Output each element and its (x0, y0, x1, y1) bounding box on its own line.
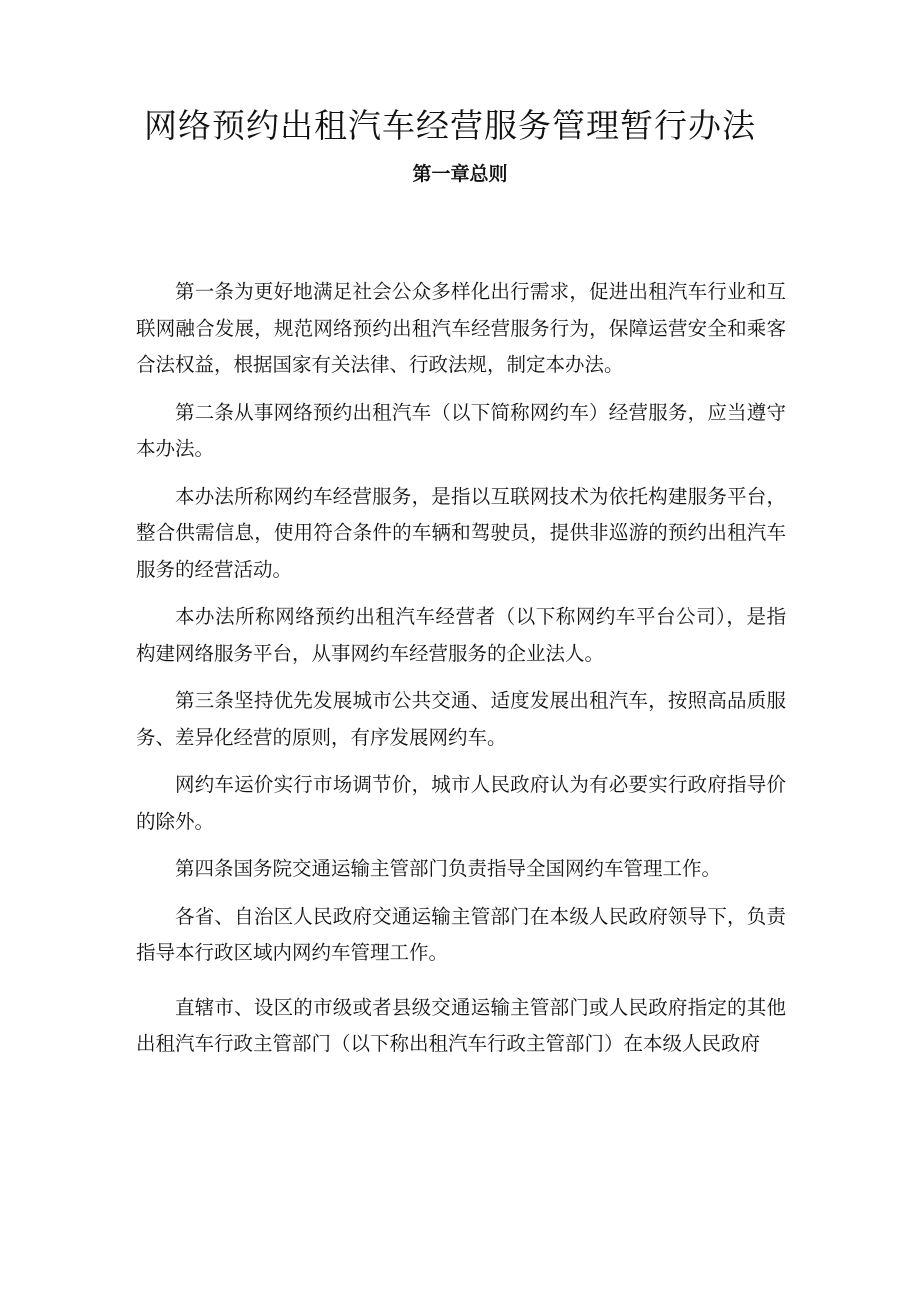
document-title: 网络预约出租汽车经营服务管理暂行办法 (144, 106, 756, 145)
paragraph: 网约车运价实行市场调节价，城市人民政府认为有必要实行政府指导价的除外。 (136, 773, 786, 833)
paragraph: 第一条为更好地满足社会公众多样化出行需求，促进出租汽车行业和互联网融合发展，规范网络预约出租汽车经营服务行为，保障运营安全和乘客合法权益，根据国家有关法律、行政法规，制定本办法。 (136, 280, 786, 376)
paragraph: 第二条从事网络预约出租汽车（以下简称网约车）经营服务，应当遵守本办法。 (136, 400, 786, 460)
paragraph: 第三条坚持优先发展城市公共交通、适度发展出租汽车，按照高品质服务、差异化经营的原则，有序发展网约车。 (136, 689, 786, 749)
document-body (136, 274, 786, 1074)
paragraph: 直辖市、设区的市级或者县级交通运输主管部门或人民政府指定的其他出租汽车行政主管部门（以下称出租汽车行政主管部门）在本级人民政府 (136, 995, 786, 1055)
paragraph: 本办法所称网约车经营服务，是指以互联网技术为依托构建服务平台，整合供需信息，使用符合条件的车辆和驾驶员，提供非巡游的预约出租汽车服务的经营活动。 (136, 484, 786, 581)
paragraph: 本办法所称网络预约出租汽车经营者（以下称网约车平台公司），是指构建网络服务平台，从事网约车经营服务的企业法人。 (136, 605, 786, 665)
chapter-heading: 第一章总则 (412, 163, 508, 185)
paragraph: 各省、自治区人民政府交通运输主管部门在本级人民政府领导下，负责指导本行政区域内网约车管理工作。 (136, 904, 786, 964)
paragraph: 第四条国务院交通运输主管部门负责指导全国网约车管理工作。 (175, 857, 722, 880)
